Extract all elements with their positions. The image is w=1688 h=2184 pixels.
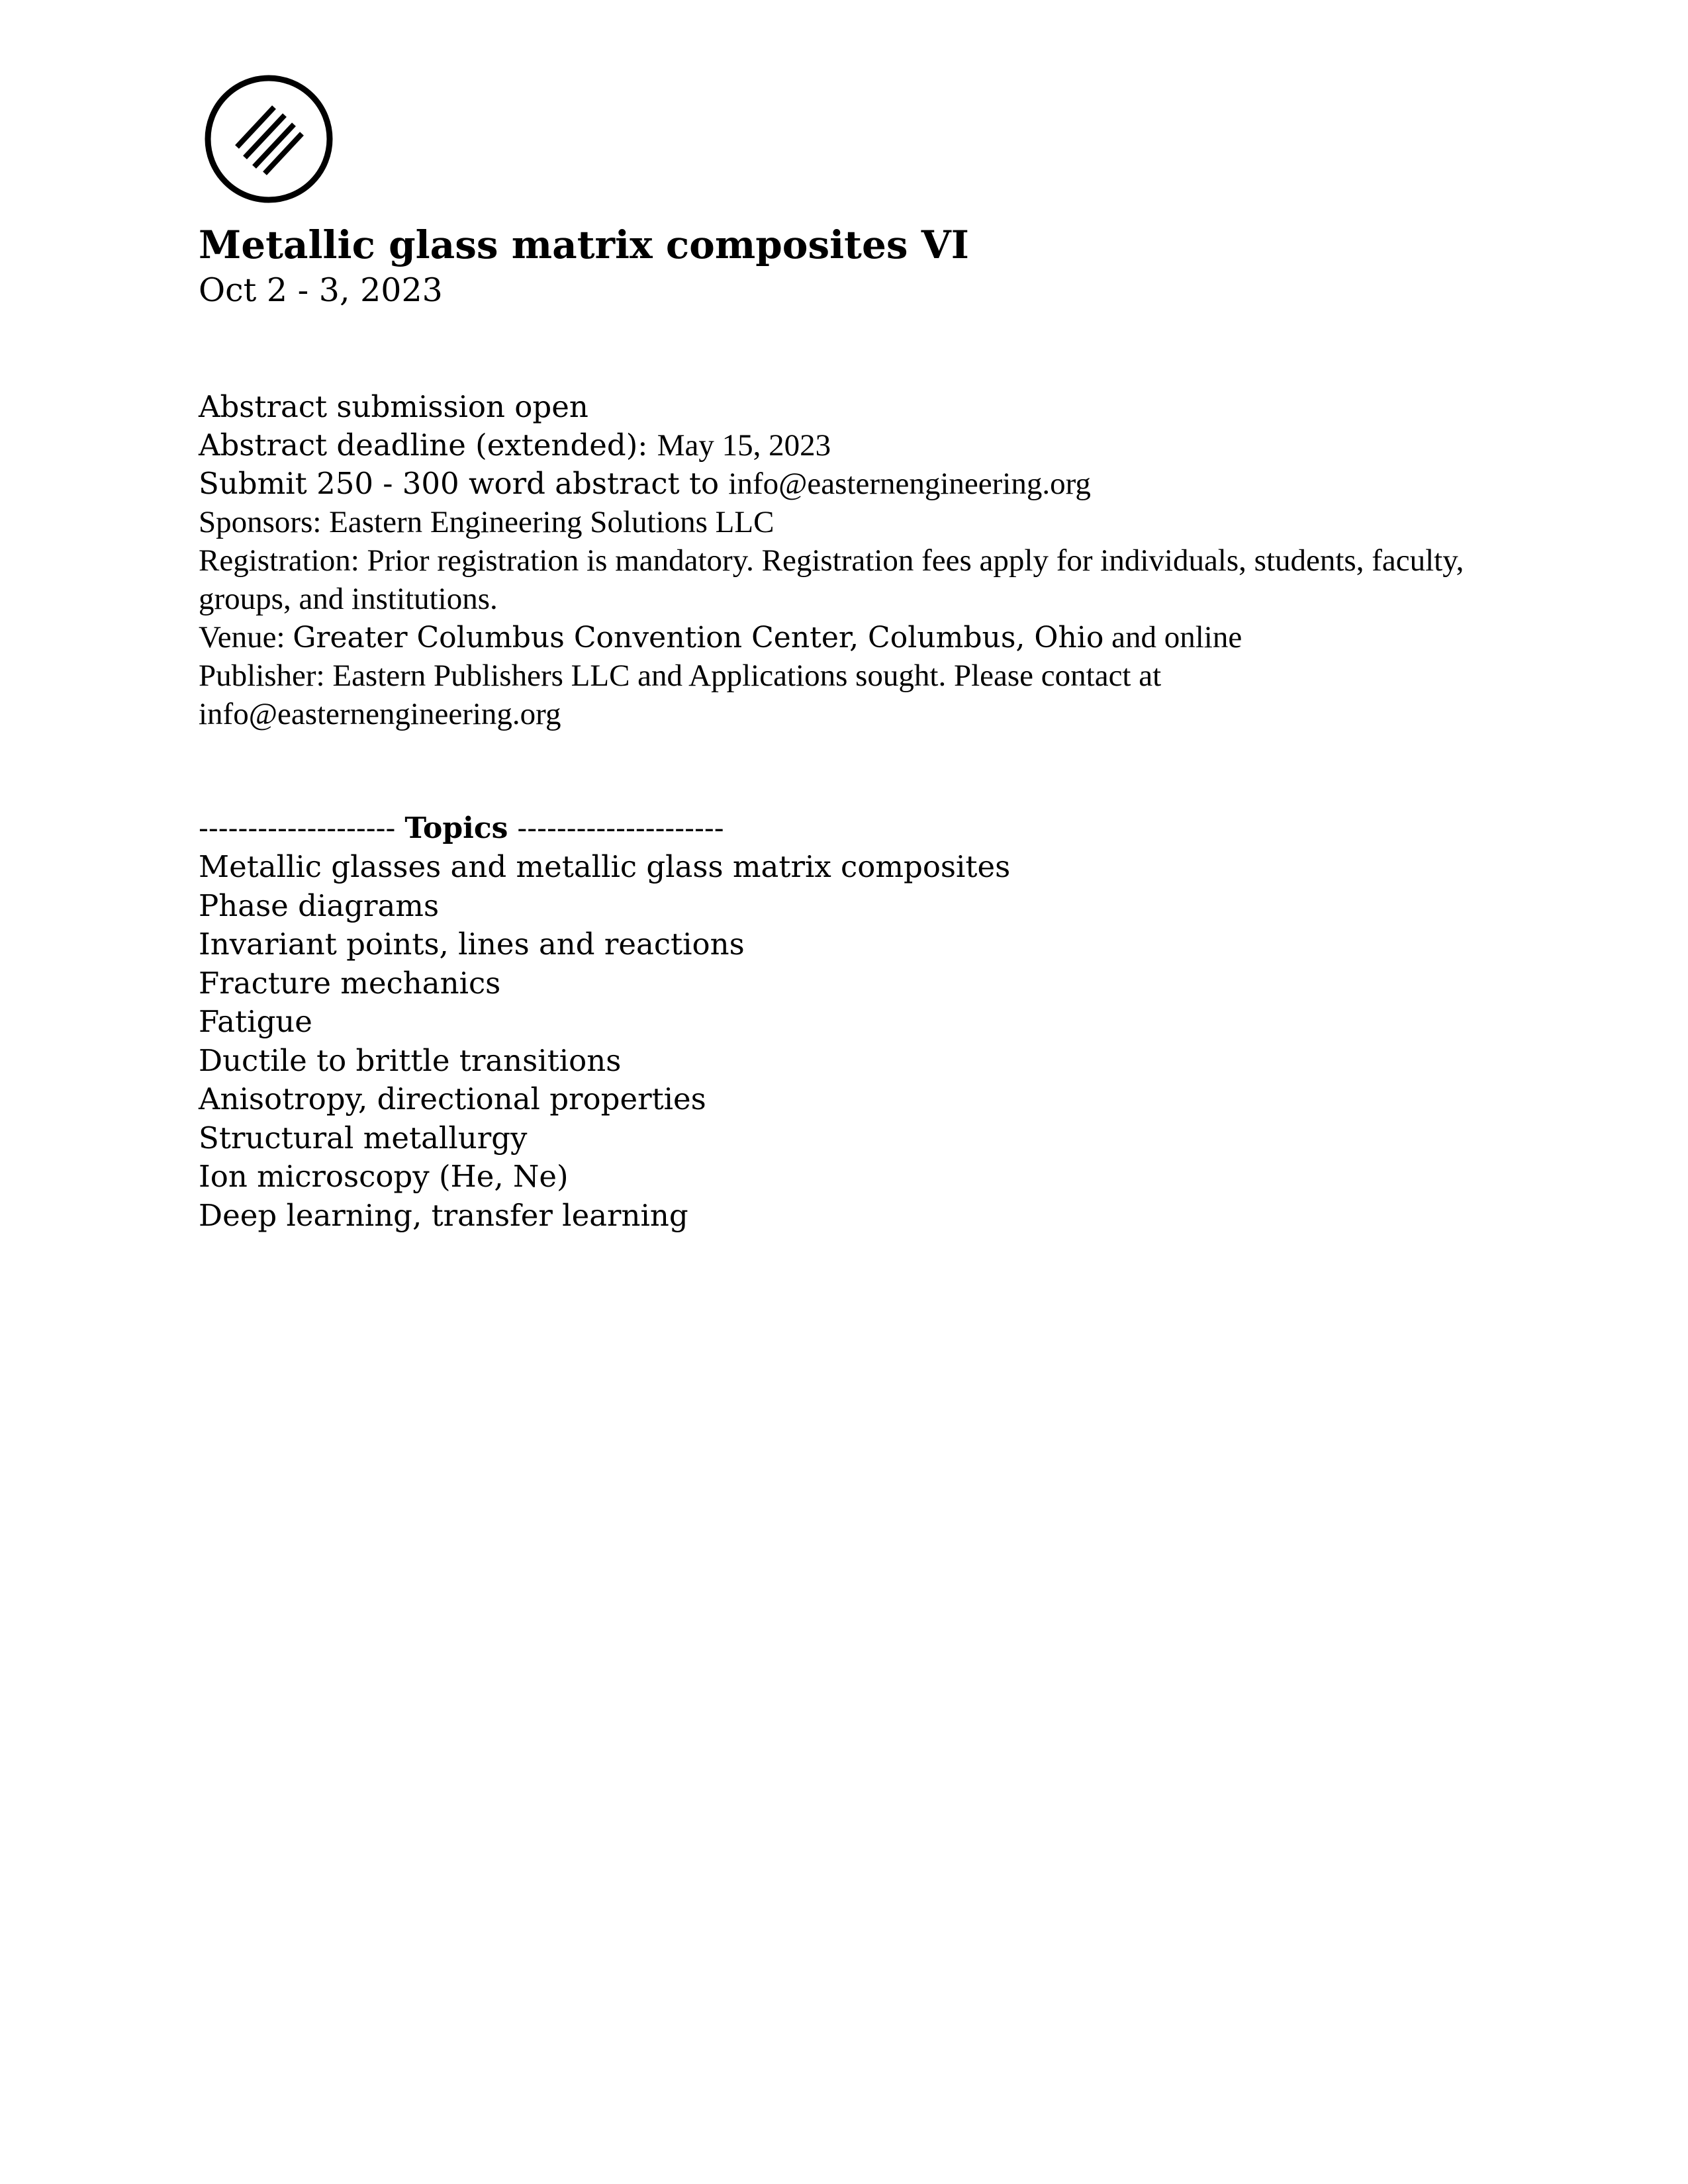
logo [203, 73, 335, 205]
venue-place: Greater Columbus Convention Center, Columbus, Ohio [293, 621, 1104, 655]
registration: Registration: Prior registration is mandatory. Registration fees apply for individuals, students, faculty, groups, and institutions. [199, 543, 1464, 616]
submit-label: Submit 250 - 300 word abstract to [199, 466, 729, 501]
sponsors: Sponsors: Eastern Engineering Solutions LLC [199, 505, 774, 539]
submission-status: Abstract submission open [199, 389, 588, 424]
topic-item: Fracture mechanics [199, 965, 501, 1001]
topics-heading-label: Topics [404, 811, 508, 845]
topic-item: Ductile to brittle transitions [199, 1042, 622, 1078]
event-info [199, 388, 1496, 733]
publisher: Publisher: Eastern Publishers LLC and Applications sought. Please contact at info@easternengineering.org [199, 659, 1162, 731]
abstract-deadline [199, 426, 1496, 465]
topics-heading [199, 809, 1010, 848]
deadline-date: May 15, 2023 [657, 428, 831, 463]
event-dates: Oct 2 - 3, 2023 [199, 271, 443, 309]
topics-dashes-left: -------------------- [199, 811, 405, 845]
venue [199, 618, 1496, 657]
topic-item: Structural metallurgy [199, 1120, 528, 1156]
topic-item: Invariant points, lines and reactions [199, 927, 745, 962]
event-title: Metallic glass matrix composites VI [199, 222, 969, 267]
topic-item: Anisotropy, directional properties [199, 1081, 706, 1116]
topic-item: Deep learning, transfer learning [199, 1197, 688, 1233]
venue-suffix: and online [1103, 620, 1243, 655]
topic-item: Fatigue [199, 1004, 312, 1039]
submit-email: info@easternengineering.org [728, 467, 1091, 501]
topic-item: Phase diagrams [199, 887, 440, 923]
circle-hatch-logo-icon [203, 73, 335, 205]
topics-section [199, 809, 1010, 1235]
deadline-label: Abstract deadline (extended): [199, 428, 657, 463]
topic-item: Ion microscopy (He, Ne) [199, 1159, 569, 1194]
topics-dashes-right: --------------------- [508, 811, 724, 845]
submit-instructions [199, 465, 1496, 503]
venue-label: Venue: [199, 620, 293, 655]
topic-item: Metallic glasses and metallic glass matrix composites [199, 849, 1011, 884]
